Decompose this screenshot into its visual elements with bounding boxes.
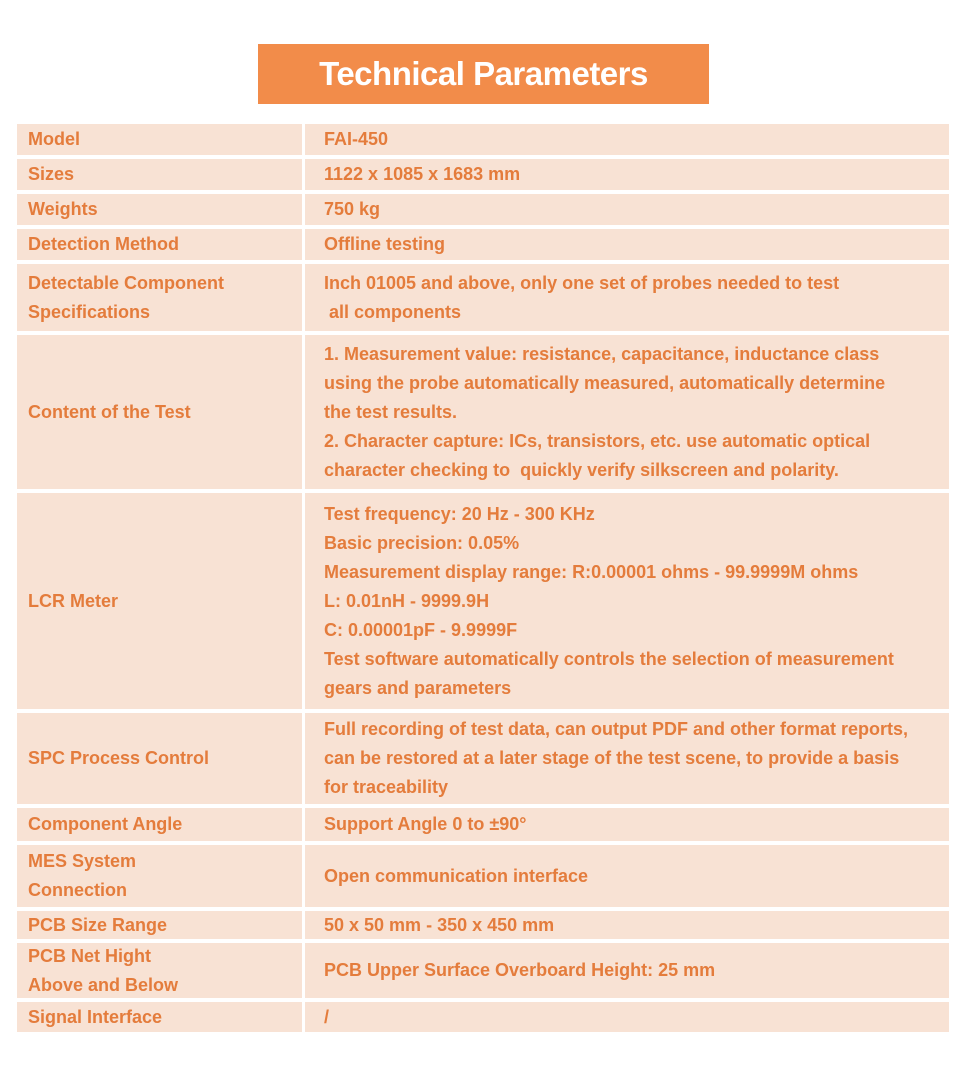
label-text: Sizes	[28, 164, 75, 184]
label-text: PCB Size Range	[28, 914, 168, 935]
row-value	[305, 335, 949, 489]
row-value	[305, 194, 949, 225]
row-label	[17, 335, 302, 489]
label-text: SPC Process Control	[28, 748, 210, 768]
value-text: 750 kg	[324, 199, 381, 219]
value-text: 50 x 50 mm - 350 x 450 mm	[324, 914, 555, 935]
row-label	[17, 1002, 302, 1032]
value-text: Support Angle 0 to ±90°	[324, 814, 527, 834]
table-row	[17, 943, 949, 998]
label-text: Detection Method	[28, 234, 179, 254]
table-row	[17, 808, 949, 841]
label-text: Weights	[28, 199, 98, 219]
row-value	[305, 911, 949, 939]
table-row	[17, 713, 949, 804]
row-label	[17, 264, 302, 331]
table-row	[17, 194, 949, 225]
value-text: 1122 x 1085 x 1683 mm	[324, 164, 521, 184]
value-text: PCB Upper Surface Overboard Height: 25 mm	[324, 960, 716, 980]
table-row	[17, 1002, 949, 1032]
value-text: Full recording of test data, can output PDF and other format reports, can be restored at a later stage of the test scene, to provide a basis for traceability	[324, 719, 909, 797]
row-label	[17, 943, 302, 998]
label-text: MES System Connection	[28, 851, 137, 900]
table-row	[17, 493, 949, 709]
label-text: Signal Interface	[28, 1006, 163, 1027]
value-text: 1. Measurement value: resistance, capacitance, inductance class using the probe automatically measured, automatically determine the test results. 2. Character capture: ICs, transistors, etc. use automatic optical character checking to quickly verify silkscreen and polarity.	[324, 343, 886, 480]
row-label	[17, 493, 302, 709]
label-text: Content of the Test	[28, 401, 191, 422]
table-row	[17, 229, 949, 260]
row-value	[305, 713, 949, 804]
row-label	[17, 159, 302, 190]
label-text: Model	[28, 129, 80, 149]
value-text: Open communication interface	[324, 865, 589, 886]
row-value	[305, 264, 949, 331]
row-value	[305, 845, 949, 907]
table-row	[17, 911, 949, 939]
label-text: Component Angle	[28, 814, 183, 834]
value-text: FAI-450	[324, 129, 389, 149]
value-text: Inch 01005 and above, only one set of probes needed to test all components	[324, 272, 840, 322]
row-label	[17, 808, 302, 841]
row-label	[17, 845, 302, 907]
row-label	[17, 124, 302, 155]
row-value	[305, 943, 949, 998]
table-row	[17, 159, 949, 190]
row-label	[17, 229, 302, 260]
value-text: Test frequency: 20 Hz - 300 KHz Basic precision: 0.05% Measurement display range: R:0.00001 ohms - 99.9999M ohms L: 0.01nH - 9999.9H C: 0.00001pF - 9.9999F Test software automatically controls the selection of measurement gears and parameters	[324, 503, 894, 698]
value-text: Offline testing	[324, 234, 445, 254]
page-title: Technical Parameters	[319, 55, 648, 92]
row-value	[305, 1002, 949, 1032]
label-text: PCB Net Hight Above and Below	[28, 945, 179, 995]
row-label	[17, 713, 302, 804]
row-value	[305, 808, 949, 841]
table-row	[17, 124, 949, 155]
value-text: /	[324, 1006, 330, 1027]
row-value	[305, 159, 949, 190]
label-text: Detectable Component Specifications	[28, 272, 225, 322]
row-label	[17, 911, 302, 939]
row-value	[305, 229, 949, 260]
title-banner	[258, 44, 709, 104]
table-row	[17, 335, 949, 489]
row-value	[305, 493, 949, 709]
table-row	[17, 845, 949, 907]
row-label	[17, 194, 302, 225]
spec-table	[17, 124, 949, 1036]
row-value	[305, 124, 949, 155]
table-row	[17, 264, 949, 331]
label-text: LCR Meter	[28, 590, 119, 611]
